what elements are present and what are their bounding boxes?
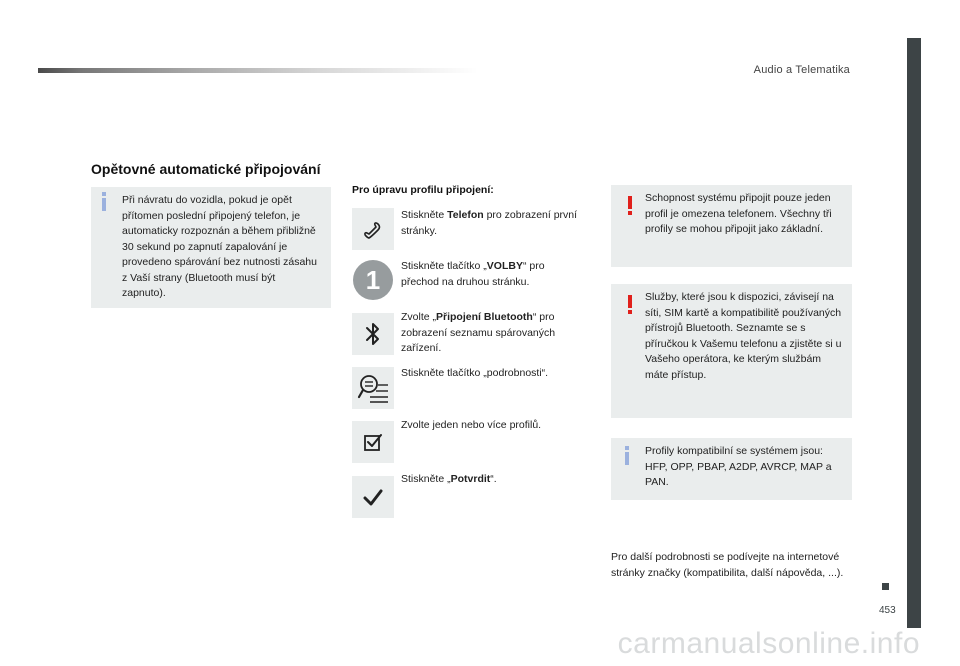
warning-box-1-text: Schopnost systému připojit pouze jeden profil je omezena telefonem. Všechny tři profily se mohou připojit jako základní.: [645, 192, 832, 235]
info-icon: [625, 452, 629, 465]
bluetooth-icon: [352, 313, 394, 355]
section-title: Audio a Telematika: [753, 64, 850, 76]
step-5-text: Zvolte jeden nebo více profilů.: [401, 419, 542, 431]
warning-box-1: [611, 185, 852, 267]
step-6-text: Stiskněte „Potvrdit“.: [401, 473, 497, 485]
page-number: 453: [879, 605, 896, 616]
header-gradient-bar: [38, 68, 478, 73]
step-one-number: 1: [365, 265, 381, 295]
warning-icon: [628, 196, 632, 209]
warning-box-2-text: Služby, které jsou k dispozici, závisejí na síti, SIM kartě a kompatibilitě používaných přístrojů Bluetooth. Seznamte se s příručkou k Vašemu telefonu a zjistěte si u Vašeho operátora, ke kterým službám máte přístup.: [645, 291, 842, 381]
page-heading: Opětovné automatické připojování: [91, 161, 321, 177]
warning-icon: [628, 295, 632, 308]
footer-note: Pro další podrobnosti se podívejte na internetové stránky značky (kompatibilita, další nápověda, ...).: [611, 551, 844, 579]
checkbox-icon: [352, 421, 394, 463]
step-4-text: Stiskněte tlačítko „podrobnosti“.: [401, 367, 549, 379]
info-box-left: [91, 187, 331, 308]
phone-icon: [352, 208, 394, 250]
step-one-icon: [352, 259, 394, 301]
procedure-heading: Pro úpravu profilu připojení:: [352, 184, 494, 196]
info-box-right-text: Profily kompatibilní se systémem jsou: HFP, OPP, PBAP, A2DP, AVRCP, MAP a PAN.: [645, 445, 832, 488]
step-2-text: Stiskněte tlačítko „VOLBY“ pro přechod na druhou stránku.: [401, 260, 545, 288]
step-3-text: Zvolte „Připojení Bluetooth“ pro zobrazení seznamu spárovaných zařízení.: [401, 311, 556, 354]
side-strip: [907, 38, 921, 628]
step-1-text: Stiskněte Telefon pro zobrazení první stránky.: [401, 209, 578, 237]
checkmark-icon: [352, 476, 394, 518]
info-icon: [102, 198, 106, 211]
info-box-left-text: Při návratu do vozidla, pokud je opět přítomen poslední připojený telefon, je automaticky rozpoznán a během přibližně 30 sekund po zapnutí zapalování je provedeno spárování bez nutnosti zásahu z Vaší strany (Bluetooth musí být zapnuto).: [122, 194, 317, 299]
watermark: carmanualsonline.info: [617, 627, 920, 660]
warning-box-2: [611, 284, 852, 418]
info-box-right: [611, 438, 852, 500]
details-icon: [352, 367, 394, 409]
page-marker: [882, 583, 889, 590]
